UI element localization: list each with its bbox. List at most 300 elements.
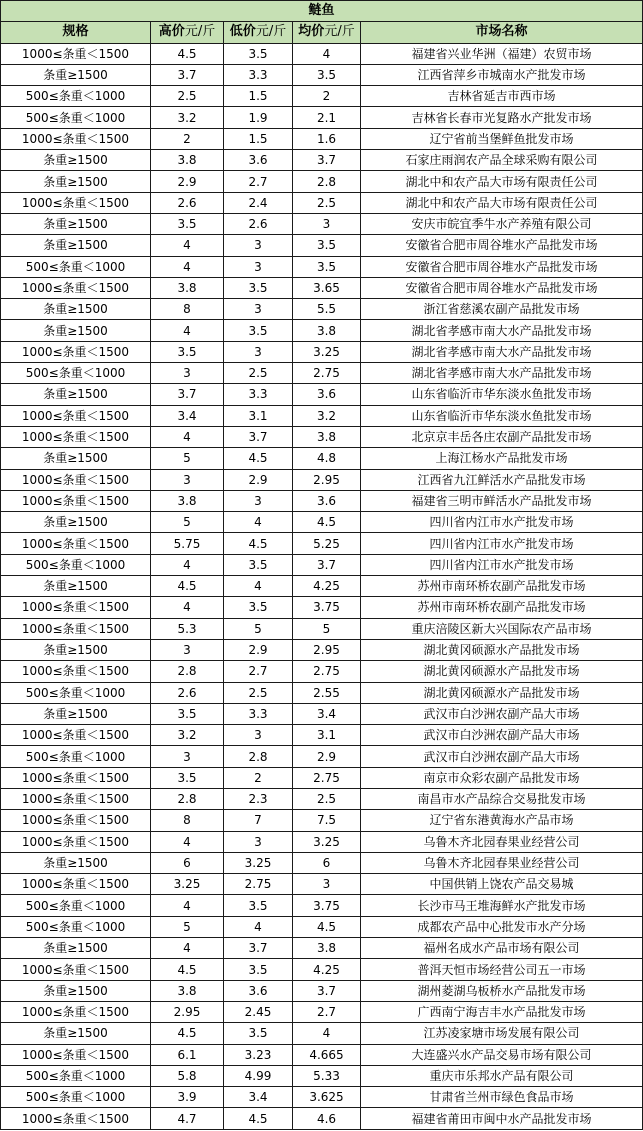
- cell-low-price: 3.5: [224, 320, 293, 341]
- cell-avg-price: 2.9: [293, 746, 361, 767]
- cell-avg-price: 4.5: [293, 512, 361, 533]
- cell-high-price: 5.75: [151, 533, 224, 554]
- cell-avg-price: 4.25: [293, 959, 361, 980]
- table-row: [1, 639, 643, 660]
- cell-market-name: 四川省内江市水产批发市场: [361, 533, 643, 554]
- cell-avg-price: 3.8: [293, 938, 361, 959]
- cell-spec: 1000≤条重＜1500: [1, 533, 151, 554]
- table-title-row: [1, 1, 643, 22]
- cell-spec: 1000≤条重＜1500: [1, 490, 151, 511]
- cell-market-name: 安徽省合肥市周谷堆水产品批发市场: [361, 235, 643, 256]
- cell-spec: 条重≥1500: [1, 320, 151, 341]
- table-row: [1, 384, 643, 405]
- cell-low-price: 4.5: [224, 1108, 293, 1129]
- table-row: [1, 150, 643, 171]
- cell-market-name: 北京京丰岳各庄农副产品批发市场: [361, 426, 643, 447]
- cell-avg-price: 3.8: [293, 426, 361, 447]
- cell-spec: 条重≥1500: [1, 64, 151, 85]
- cell-market-name: 乌鲁木齐北园春果业经营公司: [361, 852, 643, 873]
- cell-high-price: 4: [151, 320, 224, 341]
- table-row: [1, 576, 643, 597]
- cell-market-name: 湖北省孝感市南大水产品批发市场: [361, 341, 643, 362]
- cell-market-name: 安徽省合肥市周谷堆水产品批发市场: [361, 277, 643, 298]
- cell-low-price: 3: [224, 725, 293, 746]
- table-body: [1, 43, 643, 1129]
- cell-high-price: 3.7: [151, 64, 224, 85]
- cell-high-price: 3.9: [151, 1087, 224, 1108]
- cell-spec: 条重≥1500: [1, 938, 151, 959]
- cell-high-price: 5: [151, 916, 224, 937]
- table-row: [1, 938, 643, 959]
- cell-avg-price: 2.95: [293, 639, 361, 660]
- cell-low-price: 3.3: [224, 64, 293, 85]
- cell-spec: 1000≤条重＜1500: [1, 128, 151, 149]
- cell-high-price: 2.6: [151, 682, 224, 703]
- cell-market-name: 安庆市皖宜季牛水产养殖有限公司: [361, 213, 643, 234]
- cell-avg-price: 3.75: [293, 597, 361, 618]
- cell-low-price: 3: [224, 341, 293, 362]
- cell-low-price: 2.4: [224, 192, 293, 213]
- cell-avg-price: 2.7: [293, 1001, 361, 1022]
- table-row: [1, 682, 643, 703]
- cell-market-name: 乌鲁木齐北园春果业经营公司: [361, 831, 643, 852]
- cell-high-price: 4: [151, 554, 224, 575]
- header-avg-price: 均价元/斤: [293, 22, 361, 43]
- cell-avg-price: 3.7: [293, 554, 361, 575]
- cell-low-price: 3.6: [224, 150, 293, 171]
- cell-high-price: 3.8: [151, 980, 224, 1001]
- cell-spec: 条重≥1500: [1, 980, 151, 1001]
- cell-high-price: 4: [151, 831, 224, 852]
- table-row: [1, 341, 643, 362]
- cell-avg-price: 3.5: [293, 256, 361, 277]
- cell-spec: 1000≤条重＜1500: [1, 810, 151, 831]
- cell-market-name: 吉林省长春市光复路水产批发市场: [361, 107, 643, 128]
- cell-high-price: 2.8: [151, 788, 224, 809]
- cell-avg-price: 2: [293, 86, 361, 107]
- table-row: [1, 128, 643, 149]
- table-row: [1, 1044, 643, 1065]
- table-row: [1, 426, 643, 447]
- cell-avg-price: 3.6: [293, 384, 361, 405]
- cell-low-price: 3.5: [224, 959, 293, 980]
- cell-spec: 1000≤条重＜1500: [1, 43, 151, 64]
- table-row: [1, 256, 643, 277]
- table-row: [1, 1087, 643, 1108]
- cell-high-price: 2.9: [151, 171, 224, 192]
- cell-high-price: 5: [151, 448, 224, 469]
- table-row: [1, 895, 643, 916]
- cell-spec: 1000≤条重＜1500: [1, 277, 151, 298]
- cell-market-name: 浙江省慈溪农副产品批发市场: [361, 299, 643, 320]
- table-row: [1, 788, 643, 809]
- cell-low-price: 3.5: [224, 1023, 293, 1044]
- cell-low-price: 3.7: [224, 938, 293, 959]
- cell-market-name: 湖北中和农产品大市场有限责任公司: [361, 171, 643, 192]
- cell-low-price: 4.5: [224, 533, 293, 554]
- cell-avg-price: 6: [293, 852, 361, 873]
- cell-avg-price: 2.5: [293, 788, 361, 809]
- cell-avg-price: 2.75: [293, 363, 361, 384]
- cell-market-name: 江苏凌家塘市场发展有限公司: [361, 1023, 643, 1044]
- cell-high-price: 2: [151, 128, 224, 149]
- cell-market-name: 安徽省合肥市周谷堆水产品批发市场: [361, 256, 643, 277]
- table-row: [1, 1065, 643, 1086]
- header-market-name: 市场名称: [361, 22, 643, 43]
- cell-low-price: 3: [224, 299, 293, 320]
- cell-high-price: 8: [151, 299, 224, 320]
- table-row: [1, 192, 643, 213]
- cell-high-price: 4: [151, 256, 224, 277]
- cell-avg-price: 4.25: [293, 576, 361, 597]
- table-row: [1, 959, 643, 980]
- cell-low-price: 3.5: [224, 895, 293, 916]
- table-row: [1, 469, 643, 490]
- cell-spec: 条重≥1500: [1, 171, 151, 192]
- cell-avg-price: 3.625: [293, 1087, 361, 1108]
- cell-high-price: 3.2: [151, 725, 224, 746]
- cell-spec: 1000≤条重＜1500: [1, 426, 151, 447]
- cell-market-name: 湖北黄冈硕源水产品批发市场: [361, 639, 643, 660]
- cell-low-price: 3.5: [224, 43, 293, 64]
- cell-avg-price: 5.25: [293, 533, 361, 554]
- cell-avg-price: 4: [293, 1023, 361, 1044]
- cell-spec: 500≤条重＜1000: [1, 107, 151, 128]
- cell-market-name: 湖北中和农产品大市场有限责任公司: [361, 192, 643, 213]
- table-row: [1, 554, 643, 575]
- cell-low-price: 1.5: [224, 86, 293, 107]
- cell-low-price: 3.25: [224, 852, 293, 873]
- table-row: [1, 831, 643, 852]
- cell-low-price: 3.7: [224, 426, 293, 447]
- cell-low-price: 2.8: [224, 746, 293, 767]
- cell-market-name: 吉林省延吉市西市场: [361, 86, 643, 107]
- cell-avg-price: 5.5: [293, 299, 361, 320]
- cell-market-name: 山东省临沂市华东淡水鱼批发市场: [361, 384, 643, 405]
- cell-low-price: 2.9: [224, 469, 293, 490]
- table-header-row: [1, 22, 643, 43]
- cell-spec: 条重≥1500: [1, 448, 151, 469]
- cell-spec: 1000≤条重＜1500: [1, 831, 151, 852]
- cell-market-name: 武汉市白沙洲农副产品大市场: [361, 725, 643, 746]
- cell-avg-price: 3.7: [293, 150, 361, 171]
- table-row: [1, 810, 643, 831]
- cell-high-price: 3.8: [151, 277, 224, 298]
- cell-spec: 1000≤条重＜1500: [1, 469, 151, 490]
- cell-low-price: 3: [224, 831, 293, 852]
- cell-market-name: 重庆市乐邦水产品有限公司: [361, 1065, 643, 1086]
- cell-market-name: 福建省兴业华洲（福建）农贸市场: [361, 43, 643, 64]
- cell-high-price: 4.7: [151, 1108, 224, 1129]
- cell-market-name: 湖北省孝感市南大水产品批发市场: [361, 320, 643, 341]
- cell-high-price: 6.1: [151, 1044, 224, 1065]
- cell-spec: 1000≤条重＜1500: [1, 767, 151, 788]
- cell-low-price: 4.5: [224, 448, 293, 469]
- cell-low-price: 1.5: [224, 128, 293, 149]
- table-row: [1, 725, 643, 746]
- cell-spec: 500≤条重＜1000: [1, 916, 151, 937]
- table-row: [1, 43, 643, 64]
- cell-high-price: 3: [151, 469, 224, 490]
- cell-spec: 500≤条重＜1000: [1, 256, 151, 277]
- cell-market-name: 苏州市南环桥农副产品批发市场: [361, 576, 643, 597]
- cell-high-price: 4.5: [151, 43, 224, 64]
- cell-spec: 1000≤条重＜1500: [1, 874, 151, 895]
- cell-spec: 1000≤条重＜1500: [1, 192, 151, 213]
- cell-market-name: 石家庄雨润农产品全球采购有限公司: [361, 150, 643, 171]
- cell-market-name: 江西省九江鲜活水产品批发市场: [361, 469, 643, 490]
- cell-spec: 1000≤条重＜1500: [1, 725, 151, 746]
- cell-low-price: 3: [224, 235, 293, 256]
- cell-avg-price: 3.4: [293, 703, 361, 724]
- cell-market-name: 湖州菱湖乌板桥水产品批发市场: [361, 980, 643, 1001]
- table-row: [1, 448, 643, 469]
- cell-avg-price: 4.665: [293, 1044, 361, 1065]
- cell-high-price: 3: [151, 639, 224, 660]
- cell-market-name: 湖北省孝感市南大水产品批发市场: [361, 363, 643, 384]
- cell-avg-price: 1.6: [293, 128, 361, 149]
- cell-low-price: 3.6: [224, 980, 293, 1001]
- cell-spec: 条重≥1500: [1, 576, 151, 597]
- cell-spec: 条重≥1500: [1, 703, 151, 724]
- cell-avg-price: 2.1: [293, 107, 361, 128]
- cell-market-name: 甘肃省兰州市绿色食品市场: [361, 1087, 643, 1108]
- cell-low-price: 3.5: [224, 597, 293, 618]
- cell-spec: 条重≥1500: [1, 299, 151, 320]
- cell-high-price: 4: [151, 597, 224, 618]
- cell-avg-price: 3.1: [293, 725, 361, 746]
- cell-high-price: 3.2: [151, 107, 224, 128]
- table-row: [1, 171, 643, 192]
- cell-market-name: 重庆涪陵区新大兴国际农产品市场: [361, 618, 643, 639]
- cell-low-price: 2.7: [224, 661, 293, 682]
- cell-low-price: 2.9: [224, 639, 293, 660]
- cell-high-price: 3: [151, 746, 224, 767]
- cell-high-price: 3.5: [151, 767, 224, 788]
- cell-low-price: 1.9: [224, 107, 293, 128]
- cell-spec: 500≤条重＜1000: [1, 1065, 151, 1086]
- table-row: [1, 64, 643, 85]
- cell-high-price: 5.8: [151, 1065, 224, 1086]
- cell-low-price: 3.23: [224, 1044, 293, 1065]
- table-row: [1, 618, 643, 639]
- cell-spec: 条重≥1500: [1, 512, 151, 533]
- cell-low-price: 4: [224, 512, 293, 533]
- cell-low-price: 2.6: [224, 213, 293, 234]
- cell-high-price: 4: [151, 426, 224, 447]
- cell-high-price: 4.5: [151, 576, 224, 597]
- cell-low-price: 2: [224, 767, 293, 788]
- cell-spec: 条重≥1500: [1, 1023, 151, 1044]
- cell-spec: 1000≤条重＜1500: [1, 618, 151, 639]
- table-row: [1, 980, 643, 1001]
- cell-spec: 条重≥1500: [1, 852, 151, 873]
- cell-market-name: 四川省内江市水产批发市场: [361, 554, 643, 575]
- cell-high-price: 8: [151, 810, 224, 831]
- table-row: [1, 320, 643, 341]
- cell-avg-price: 2.95: [293, 469, 361, 490]
- cell-avg-price: 3.5: [293, 235, 361, 256]
- cell-avg-price: 2.8: [293, 171, 361, 192]
- cell-avg-price: 3: [293, 874, 361, 895]
- cell-high-price: 3: [151, 363, 224, 384]
- cell-avg-price: 4: [293, 43, 361, 64]
- cell-high-price: 3.5: [151, 213, 224, 234]
- table-row: [1, 597, 643, 618]
- cell-market-name: 山东省临沂市华东淡水鱼批发市场: [361, 405, 643, 426]
- table-row: [1, 852, 643, 873]
- cell-spec: 500≤条重＜1000: [1, 554, 151, 575]
- cell-high-price: 3.8: [151, 490, 224, 511]
- cell-avg-price: 5: [293, 618, 361, 639]
- cell-market-name: 广西南宁海吉丰水产品批发市场: [361, 1001, 643, 1022]
- cell-high-price: 4.5: [151, 959, 224, 980]
- cell-market-name: 福州名成水产品市场有限公司: [361, 938, 643, 959]
- table-row: [1, 512, 643, 533]
- cell-market-name: 福建省莆田市闽中水产品批发市场: [361, 1108, 643, 1129]
- cell-market-name: 中国供销上饶农产品交易城: [361, 874, 643, 895]
- cell-market-name: 湖北黄冈硕源水产品批发市场: [361, 661, 643, 682]
- cell-spec: 1000≤条重＜1500: [1, 1044, 151, 1065]
- table-title: 鲢鱼: [1, 1, 643, 22]
- cell-high-price: 3.4: [151, 405, 224, 426]
- cell-high-price: 4: [151, 895, 224, 916]
- cell-avg-price: 3: [293, 213, 361, 234]
- table-row: [1, 235, 643, 256]
- table-row: [1, 86, 643, 107]
- cell-low-price: 3.4: [224, 1087, 293, 1108]
- cell-market-name: 普洱天恒市场经营公司五一市场: [361, 959, 643, 980]
- cell-low-price: 3.1: [224, 405, 293, 426]
- cell-high-price: 3.7: [151, 384, 224, 405]
- cell-avg-price: 3.7: [293, 980, 361, 1001]
- cell-low-price: 2.5: [224, 682, 293, 703]
- cell-market-name: 苏州市南环桥农副产品批发市场: [361, 597, 643, 618]
- cell-avg-price: 3.75: [293, 895, 361, 916]
- cell-low-price: 2.7: [224, 171, 293, 192]
- cell-avg-price: 3.5: [293, 64, 361, 85]
- cell-market-name: 辽宁省前当堡鲜鱼批发市场: [361, 128, 643, 149]
- cell-low-price: 2.5: [224, 363, 293, 384]
- table-row: [1, 703, 643, 724]
- cell-market-name: 武汉市白沙洲农副产品大市场: [361, 746, 643, 767]
- cell-market-name: 福建省三明市鲜活水产品批发市场: [361, 490, 643, 511]
- table-row: [1, 916, 643, 937]
- cell-avg-price: 4.6: [293, 1108, 361, 1129]
- cell-low-price: 3.5: [224, 554, 293, 575]
- cell-spec: 500≤条重＜1000: [1, 363, 151, 384]
- cell-spec: 1000≤条重＜1500: [1, 1108, 151, 1129]
- cell-low-price: 4.99: [224, 1065, 293, 1086]
- cell-market-name: 南昌市水产品综合交易批发市场: [361, 788, 643, 809]
- cell-avg-price: 3.25: [293, 341, 361, 362]
- cell-spec: 条重≥1500: [1, 639, 151, 660]
- cell-low-price: 2.3: [224, 788, 293, 809]
- cell-low-price: 4: [224, 576, 293, 597]
- cell-spec: 500≤条重＜1000: [1, 1087, 151, 1108]
- cell-avg-price: 2.5: [293, 192, 361, 213]
- cell-low-price: 2.75: [224, 874, 293, 895]
- cell-high-price: 4: [151, 938, 224, 959]
- cell-low-price: 3: [224, 490, 293, 511]
- cell-market-name: 大连盛兴水产品交易市场有限公司: [361, 1044, 643, 1065]
- cell-high-price: 2.6: [151, 192, 224, 213]
- cell-spec: 500≤条重＜1000: [1, 682, 151, 703]
- table-row: [1, 299, 643, 320]
- cell-spec: 1000≤条重＜1500: [1, 959, 151, 980]
- cell-market-name: 江西省萍乡市城南水产批发市场: [361, 64, 643, 85]
- cell-high-price: 6: [151, 852, 224, 873]
- cell-avg-price: 3.25: [293, 831, 361, 852]
- cell-spec: 500≤条重＜1000: [1, 86, 151, 107]
- cell-avg-price: 2.55: [293, 682, 361, 703]
- header-high-price: 高价元/斤: [151, 22, 224, 43]
- cell-spec: 条重≥1500: [1, 150, 151, 171]
- cell-spec: 1000≤条重＜1500: [1, 597, 151, 618]
- cell-low-price: 3.5: [224, 277, 293, 298]
- cell-high-price: 2.8: [151, 661, 224, 682]
- header-spec: 规格: [1, 22, 151, 43]
- cell-low-price: 7: [224, 810, 293, 831]
- table-row: [1, 363, 643, 384]
- cell-spec: 条重≥1500: [1, 213, 151, 234]
- table-row: [1, 533, 643, 554]
- cell-high-price: 3.5: [151, 341, 224, 362]
- cell-spec: 1000≤条重＜1500: [1, 788, 151, 809]
- cell-avg-price: 7.5: [293, 810, 361, 831]
- cell-spec: 1000≤条重＜1500: [1, 405, 151, 426]
- table-row: [1, 277, 643, 298]
- cell-avg-price: 3.65: [293, 277, 361, 298]
- cell-spec: 条重≥1500: [1, 384, 151, 405]
- header-low-price: 低价元/斤: [224, 22, 293, 43]
- cell-market-name: 湖北黄冈硕源水产品批发市场: [361, 682, 643, 703]
- cell-spec: 1000≤条重＜1500: [1, 661, 151, 682]
- table-row: [1, 746, 643, 767]
- cell-market-name: 四川省内江市水产批发市场: [361, 512, 643, 533]
- cell-low-price: 2.45: [224, 1001, 293, 1022]
- cell-high-price: 3.8: [151, 150, 224, 171]
- cell-market-name: 成都农产品中心批发市水产分场: [361, 916, 643, 937]
- cell-low-price: 3: [224, 256, 293, 277]
- cell-high-price: 4.5: [151, 1023, 224, 1044]
- table-row: [1, 490, 643, 511]
- table-row: [1, 661, 643, 682]
- cell-market-name: 上海江杨水产品批发市场: [361, 448, 643, 469]
- cell-market-name: 南京市众彩农副产品批发市场: [361, 767, 643, 788]
- cell-spec: 500≤条重＜1000: [1, 895, 151, 916]
- cell-avg-price: 3.8: [293, 320, 361, 341]
- cell-avg-price: 3.6: [293, 490, 361, 511]
- cell-avg-price: 4.5: [293, 916, 361, 937]
- cell-spec: 条重≥1500: [1, 235, 151, 256]
- table-row: [1, 874, 643, 895]
- cell-spec: 500≤条重＜1000: [1, 746, 151, 767]
- cell-high-price: 3.5: [151, 703, 224, 724]
- table-row: [1, 1001, 643, 1022]
- table-row: [1, 767, 643, 788]
- cell-avg-price: 3.2: [293, 405, 361, 426]
- cell-high-price: 5: [151, 512, 224, 533]
- cell-low-price: 3.3: [224, 384, 293, 405]
- cell-low-price: 4: [224, 916, 293, 937]
- cell-high-price: 4: [151, 235, 224, 256]
- cell-high-price: 2.95: [151, 1001, 224, 1022]
- table-row: [1, 213, 643, 234]
- cell-market-name: 辽宁省东港黄海水产品市场: [361, 810, 643, 831]
- table-row: [1, 107, 643, 128]
- cell-avg-price: 2.75: [293, 661, 361, 682]
